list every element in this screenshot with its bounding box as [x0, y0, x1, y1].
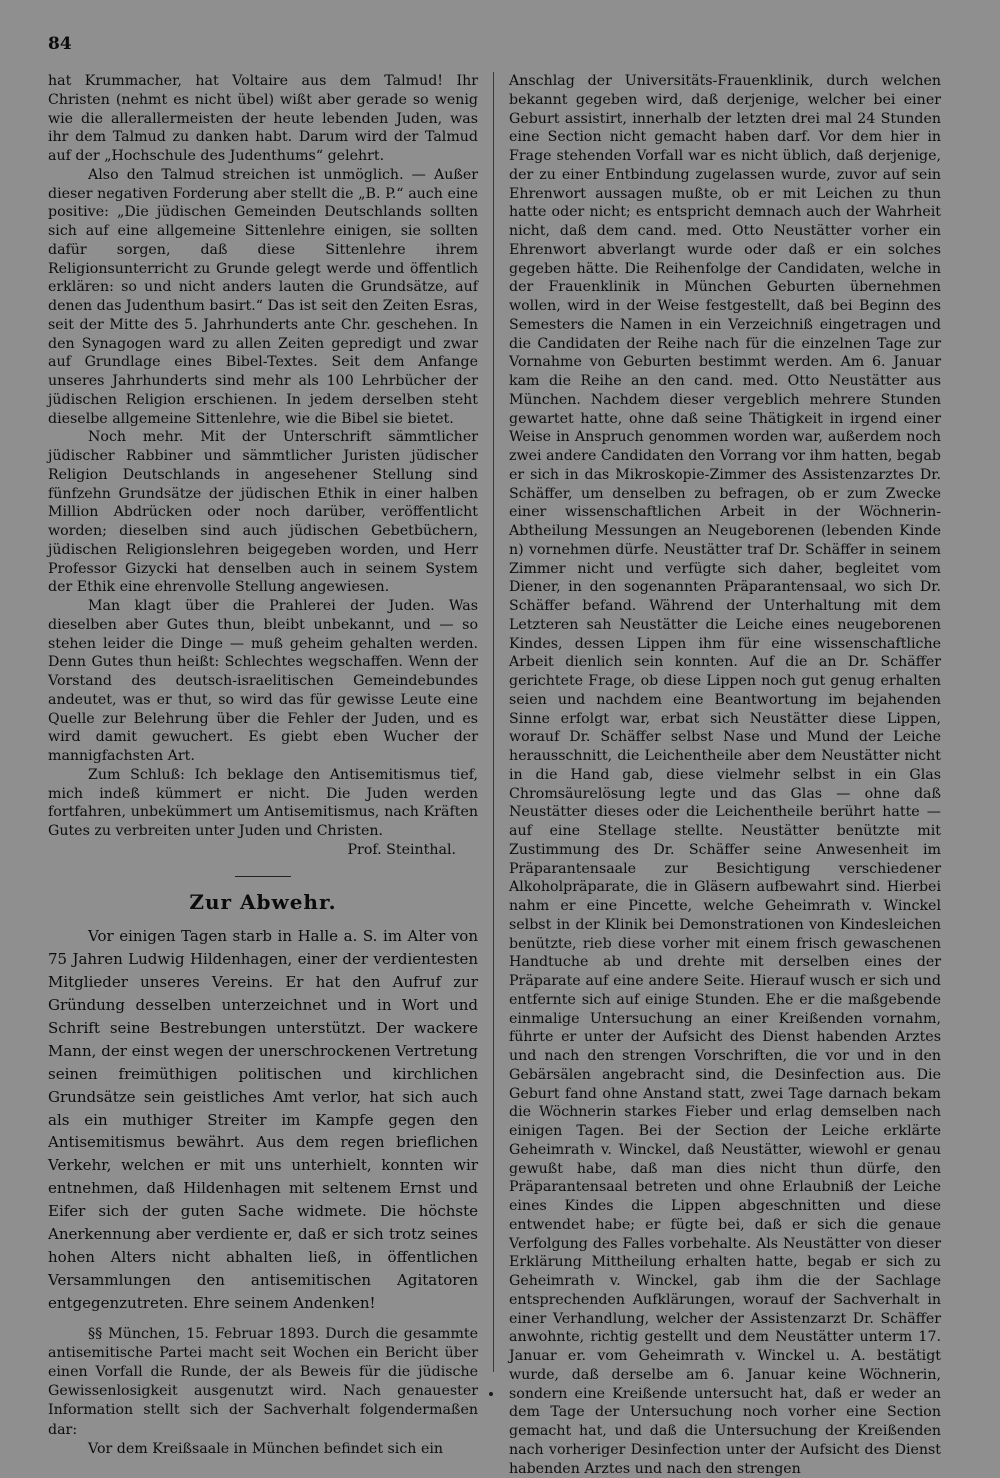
- printer-mark: [489, 1392, 493, 1396]
- separator-rule: [235, 876, 291, 877]
- page-number: 84: [48, 34, 72, 54]
- section-title: Zur Abwehr.: [189, 889, 337, 914]
- paragraph: Vor dem Kreißsaale in München befindet sich ein: [88, 1440, 444, 1457]
- paragraph: hat Krummacher, hat Voltaire aus dem Talmud! Ihr Christen (nehmt es nicht übel) wißt aber gerade so wenig wie die allerallermeisten der heute lebenden Juden, was ihr dem Talmud zu danken habt. Darum wird der Talmud auf der „Hochschule des Judenthums“ gelehrt.: [48, 73, 478, 164]
- signature: Prof. Steinthal.: [347, 841, 456, 858]
- column-divider: [493, 72, 494, 1372]
- paragraph: Zum Schluß: Ich beklage den Antisemitismus tief, mich indeß kümmert er nicht. Die Juden werden fortfahren, unbekümmert um Antisemitismus, nach Kräften Gutes zu verbreiten unter Juden und Christen.: [48, 766, 478, 839]
- right-column: [509, 72, 941, 1478]
- paragraph: Vor einigen Tagen starb in Halle a. S. im Alter von 75 Jahren Ludwig Hildenhagen, einer der verdientesten Mitglieder unseres Vereins. Er hat den Aufruf zur Gründung desselben unterzeichnet und in Wort und Schrift seine Bestrebungen unterstützt. Der wackere Mann, der einst wegen der unerschrockenen Vertretung seinen freimüthigen politischen und kirchlichen Grundsätze sein geistliches Amt verlor, hat sich auch als ein muthiger Streiter im Kampfe gegen den Antisemitismus bewährt. Aus dem regen brieflichen Verkehr, welchen er mit uns unterhielt, konnten wir entnehmen, daß Hildenhagen mit seltenem Ernst und Eifer sich der guten Sache widmete. Die höchste Anerkennung aber verdiente er, daß er sich trotz seines hohen Alters nicht abhalten ließ, in öffentlichen Versammlungen den antisemitischen Agitatoren entgegenzutreten. Ehre seinem Andenken!: [48, 927, 478, 1312]
- paragraph: Also den Talmud streichen ist unmöglich. — Außer dieser negativen Forderung aber stellt die „B. P.“ auch eine positive: „Die jüdischen Gemeinden Deutschlands sollten sich auf eine allgemeine Sittenlehre einigen, sie sollten dafür sorgen, daß diese Sittenlehre ihrem Religionsunterricht zu Grunde gelegt werde und öffentlich erklären: so und nicht anders lauten die Grundsätze, auf denen das Judenthum basirt.“ Das ist seit den Zeiten Esras, seit der Mitte des 5. Jahrhunderts ante Chr. geschehen. In den Synagogen ward zu allen Zeiten gepredigt und zwar auf Grundlage eines Bibel-Textes. Seit dem Anfange unseres Jahrhunderts sind mehr als 100 Lehrbücher der jüdischen Religion erschienen. In jedem derselben steht dieselbe allgemeine Sittenlehre, wie die Bibel sie bietet.: [48, 166, 478, 427]
- paragraph: Anschlag der Universitäts-Frauenklinik, durch welchen bekannt gegeben wird, daß derjenige, welcher bei einer Geburt assistirt, innerhalb der letzten drei mal 24 Stunden eine Section nicht gemacht haben darf. Vor dem hier in Frage stehenden Vorfall war es nicht üblich, daß derjenige, der zu einer Entbindung zugelassen wurde, zuvor auf sein Ehrenwort aussagen mußte, ob er mit Leichen zu thun hatte oder nicht; es entspricht demnach auch der Wahrheit nicht, daß dem cand. med. Otto Neustätter vorher ein Ehrenwort abverlangt wurde oder daß er ein solches gegeben hätte. Die Reihenfolge der Candidaten, welche in der Frauenklinik in München Geburten übernehmen wollen, wird in der Weise festgestellt, daß bei Beginn des Semesters die Namen in ein Verzeichniß eingetragen und die Candidaten der Reihe nach für die einzelnen Tage zur Vornahme von Geburten bestimmt werden. Am 6. Januar kam die Reihe an den cand. med. Otto Neustätter aus München. Nachdem dieser vergeblich mehrere Stunden gewartet hatte, ohne daß seine Thätigkeit in irgend einer Weise in Anspruch genommen worden war, außerdem noch zwei andere Candidaten den Vorrang vor ihm hatten, begab er sich in das Mikroskopie-Zimmer des Assistenzarztes Dr. Schäffer, um denselben zu befragen, ob er zum Zwecke einer wissenschaftlichen Arbeit in der Wöchnerin-Abtheilung Messungen an Neugeborenen (lebenden Kinde n) vornehmen dürfe. Neustätter traf Dr. Schäffer in seinem Zimmer nicht und verfügte sich daher, begleitet vom Diener, in den sogenannten Präparantensaal, wo sich Dr. Schäffer befand. Während der Unterhaltung mit dem Letzteren sah Neustätter die Leiche eines neugeborenen Kindes, dessen Lippen ihm für eine wissenschaftliche Arbeit dienlich sein konnten. Auf die an Dr. Schäffer gerichtete Frage, ob diese Lippen noch gut genug erhalten seien und nachdem eine Beantwortung im bejahenden Sinne erfolgt war, erbat sich Neustätter diese Lippen, worauf Dr. Schäffer selbst Nase und Mund der Leiche herausschnitt, die Leichentheile aber dem Neustätter nicht in die Hand gab, diese vielmehr selbst in ein Glas Chromsäurelösung legte und das Glas — ohne daß Neustätter dieses oder die Leichentheile berührt hatte — auf eine Stellage stellte. Neustätter benützte mit Zustimmung des Dr. Schäffer seine Anwesenheit im Präparantensaale zur Besichtigung verschiedener Alkoholpräparate, die in Gläsern aufbewahrt sind. Hierbei nahm er eine Pincette, welche Geheimrath v. Winckel selbst in der Klinik bei Demonstrationen von Kindesleichen benützte, rieb diese vorher mit einem frisch gewaschenen Handtuche ab und drehte mit derselben eines der Präparate auf eine andere Seite. Hierauf wusch er sich und entfernte sich auf einige Stunden. Ehe er die maßgebende einmalige Untersuchung an einer Kreißenden vornahm, führte er unter der Aufsicht des Dienst habenden Arztes und nach den strengen Vorschriften, die vor und in den Gebärsälen angebracht sind, die Desinfection aus. Die Geburt fand ohne Anstand statt, zwei Tage darnach bekam die Wöchnerin starkes Fieber und erlag demselben nach einigen Tagen. Bei der Section der Leiche erklärte Geheimrath v. Winckel, daß Neustätter, wiewohl er genau gewußt habe, daß man dies nicht thun dürfe, den Präparantensaal betreten und ohne Erlaubniß der Leiche eines Kindes die Lippen abgeschnitten und diese entwendet habe; er fügte bei, daß er sich die genaue Verfolgung des Falles vorbehalte. Als Neustätter von dieser Erklärung Mittheilung erhalten hatte, begab er sich zu Geheimrath v. Winckel, gab ihm die der Sachlage entsprechenden Aufklärungen, worauf der Sachverhalt in einer Verhandlung, welcher der Assistenzarzt Dr. Schäffer anwohnte, richtig gestellt und dem Neustätter unterm 17. Januar er. vom Geheimrath v. Winckel u. A. bestätigt wurde, daß derselbe am 6. Januar keine Wöchnerin, sondern eine Kreißende untersucht hat, daß er weder an dem Tage der Untersuchung noch vorher eine Section gemacht hat, und daß die Untersuchung der Kreißenden nach vorheriger Desinfection unter der Aufsicht des Dienst habenden Arztes und nach den strengen: [509, 73, 941, 1477]
- spacer: [48, 1315, 478, 1325]
- paragraph: §§ München, 15. Februar 1893. Durch die gesammte antisemitische Partei macht seit Wochen ein Bericht über einen Vorfall die Runde, der als Beweis für die jüdische Gewissenlosigkeit ausgenutzt wird. Nach genauester Information stellt sich der Sachverhalt folgendermaßen dar:: [48, 1325, 478, 1438]
- paragraph: Man klagt über die Prahlerei der Juden. Was dieselben aber Gutes thun, bleibt unbekannt, und — so stehen leider die Dinge — muß geheim gehalten werden. Denn Gutes thun heißt: Schlechtes wegschaffen. Wenn der Vorstand des deutsch-israelitischen Gemeindebundes andeutet, was er thut, so wird das für gewisse Leute eine Quelle zur Belehrung über die Fehler der Juden, und es wird damit gewuchert. Es giebt eben Wucher der mannigfachsten Art.: [48, 598, 478, 764]
- paragraph: Noch mehr. Mit der Unterschrift sämmtlicher jüdischer Rabbiner und sämmtlicher Juristen jüdischer Religion Deutschlands in angesehener Stellung sind fünfzehn Grundsätze der jüdischen Ethik in einer halben Million Abdrücken oder noch darüber, veröffentlicht worden; dieselben sind auch jüdischen Gebetbüchern, jüdischen Religionslehren beigegeben worden, und Herr Professor Gizycki hat denselben auch in seinem System der Ethik eine ehrenvolle Stellung angewiesen.: [48, 429, 478, 596]
- left-column: [48, 72, 478, 1459]
